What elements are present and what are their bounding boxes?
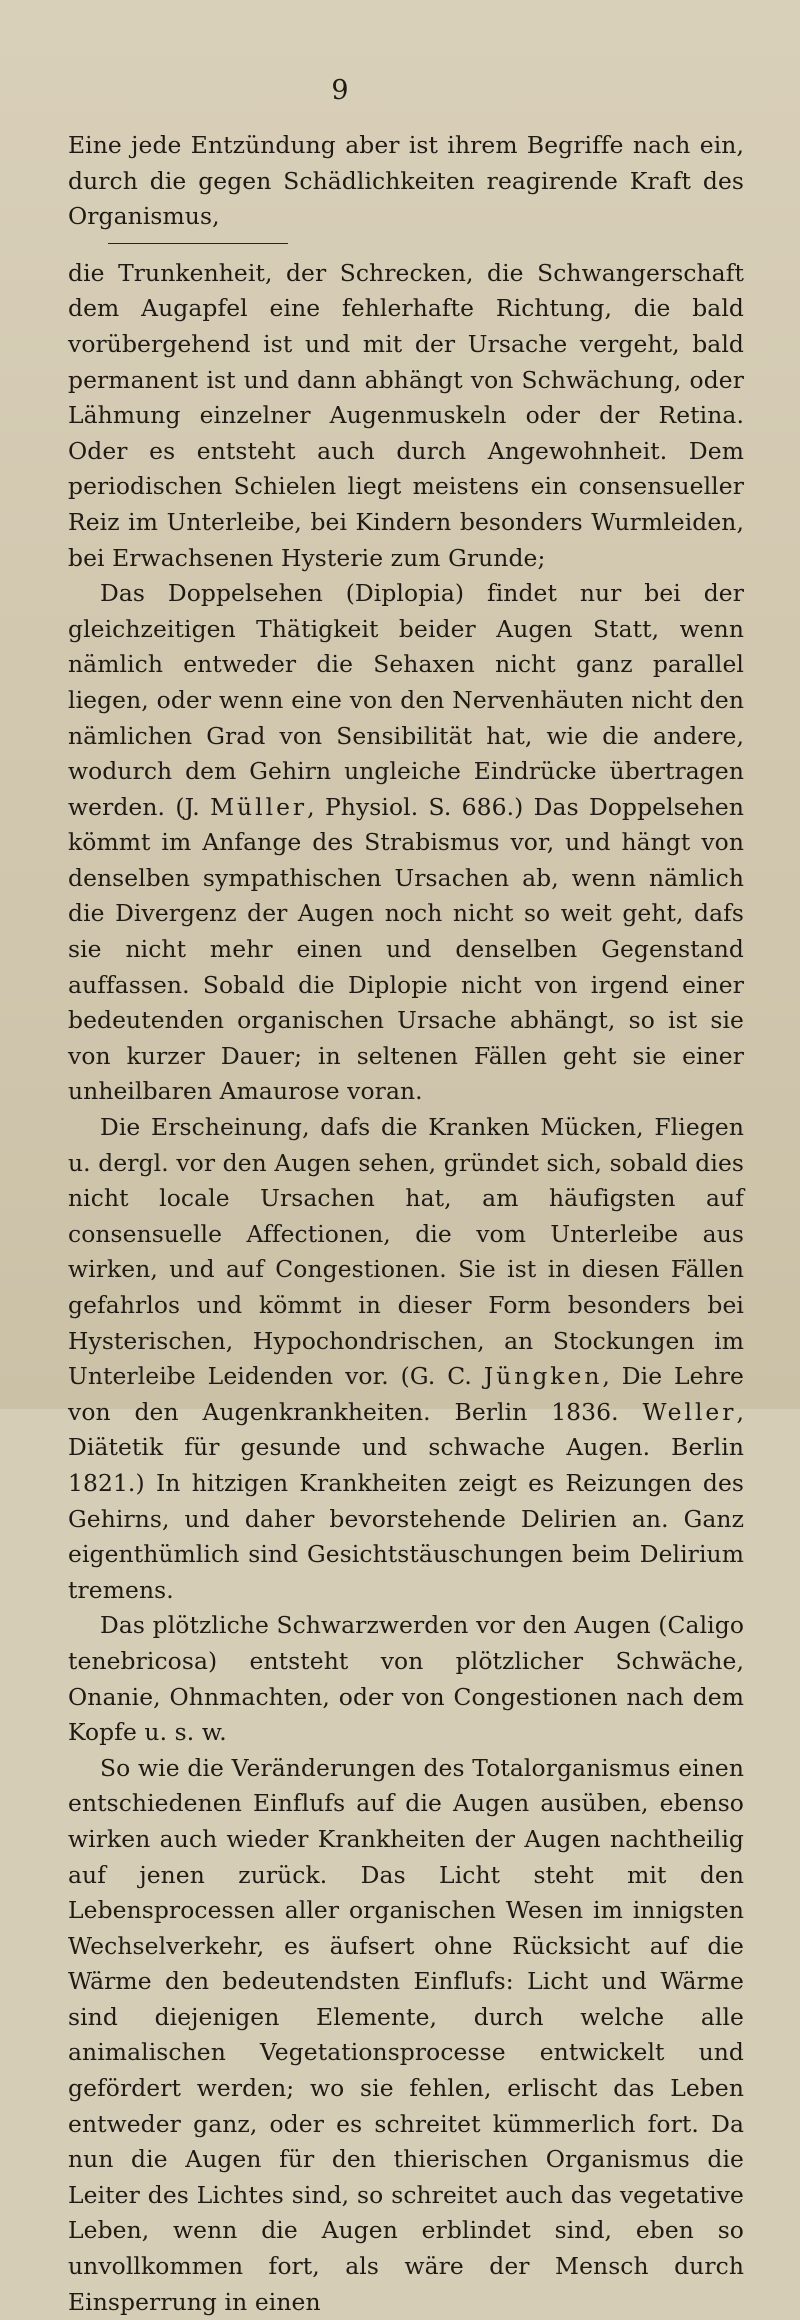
author-name: Jüngken bbox=[483, 1362, 603, 1391]
text-run: Die Erscheinung, dafs die Kranken Mücken, Fliegen u. dergl. vor den Augen sehen, gründet sich, sobald dies nicht locale Ursachen hat, am häufigsten auf consensuelle Affectionen, die vom Unterleibe aus wirken, und auf Congestionen. Sie ist in diesen Fällen gefahrlos und kömmt in dieser Form besonders bei Hysterischen, Hypochondrischen, an Stockungen im Unterleibe Leidenden vor. (G. C. bbox=[68, 1113, 744, 1391]
paragraph-strabismus-causes: die Trunkenheit, der Schrecken, die Schwangerschaft dem Augapfel eine fehlerhafte Richtung, die bald vorübergehend ist und mit der Ursache vergeht, bald permanent ist und dann abhängt von Schwächung, oder Lähmung einzelner Augenmuskeln oder der Retina. Oder es entsteht auch durch Angewohnheit. Dem periodischen Schielen liegt meistens ein consensueller Reiz im Unterleibe, bei Kindern besonders Wurmleiden, bei Erwachsenen Hysterie zum Grunde; bbox=[68, 258, 744, 572]
paragraph-caligo: Das plötzliche Schwarzwerden vor den Augen (Caligo tenebricosa) entsteht von plötzlicher Schwäche, Onanie, Ohnmachten, oder von Congestionen nach dem Kopfe u. s. w. bbox=[68, 1611, 744, 1747]
paragraph-light-influence: So wie die Veränderungen des Totalorganismus einen entschiedenen Einflufs auf die Augen ausüben, ebenso wirken auch wieder Krankheiten der Augen nachtheilig auf jenen zurück. Das Licht steht mit den Lebensprocessen aller organischen Wesen im innigsten Wechselverkehr, es äufsert ohne Rücksicht auf die Wärme den bedeutendsten Einflufs: Licht und Wärme sind diejenigen Elemente, durch welche alle animalischen Vegetationsprocesse entwickelt und gefördert werden; wo sie fehlen, erlischt das Leben entweder ganz, oder es schreitet kümmerlich fort. Da nun die Augen für den thierischen Organismus die Leiter des Lichtes sind, so schreitet auch das vegetative Leben, wenn die Augen erblindet sind, eben so unvollkommen fort, als wäre der Mensch durch Einsperrung in einen bbox=[68, 1753, 744, 2316]
text-run: , Diätetik für gesunde und schwache Augen. Berlin 1821.) In hitzigen Krankheiten zeigt es Reizungen des Gehirns, und daher bevorstehende Delirien an. Ganz eigenthümlich sind Gesichtstäuschungen beim Delirium tremens. bbox=[68, 1397, 744, 1604]
paragraph-intro: Eine jede Entzündung aber ist ihrem Begriffe nach ein, durch die gegen Schädlichkeiten reagirende Kraft des Organismus, bbox=[68, 131, 744, 231]
text-run: , Die Lehre von den Augenkrankheiten. Berlin 1836. bbox=[68, 1362, 744, 1426]
paragraph-diplopia bbox=[68, 576, 744, 1110]
paragraph-muscae-volitantes bbox=[68, 1110, 744, 1608]
author-name: Müller bbox=[210, 792, 308, 821]
text-run: Das Doppelsehen (Diplopia) findet nur bei der gleichzeitigen Thätigkeit beider Augen Statt, wenn nämlich entweder die Sehaxen nicht ganz parallel liegen, oder wenn eine von den Nervenhäuten nicht den nämlichen Grad von Sensibilität hat, wie die andere, wodurch dem Gehirn ungleiche Eindrücke übertragen werden. (J. bbox=[68, 579, 744, 821]
separator-rule bbox=[108, 243, 288, 244]
text-run: , Physiol. S. 686.) Das Doppelsehen kömmt im Anfange des Strabismus vor, und hängt von denselben sympathischen Ursachen ab, wenn nämlich die Divergenz der Augen noch nicht so weit geht, dafs sie nicht mehr einen und denselben Gegenstand auffassen. Sobald die Diplopie nicht von irgend einer bedeutenden organischen Ursache abhängt, so ist sie von kurzer Dauer; in seltenen Fällen geht sie einer unheilbaren Amaurose voran. bbox=[68, 792, 744, 1106]
author-name: Weller bbox=[642, 1397, 737, 1426]
body-text bbox=[68, 128, 744, 2320]
page-number: 9 bbox=[331, 75, 349, 106]
